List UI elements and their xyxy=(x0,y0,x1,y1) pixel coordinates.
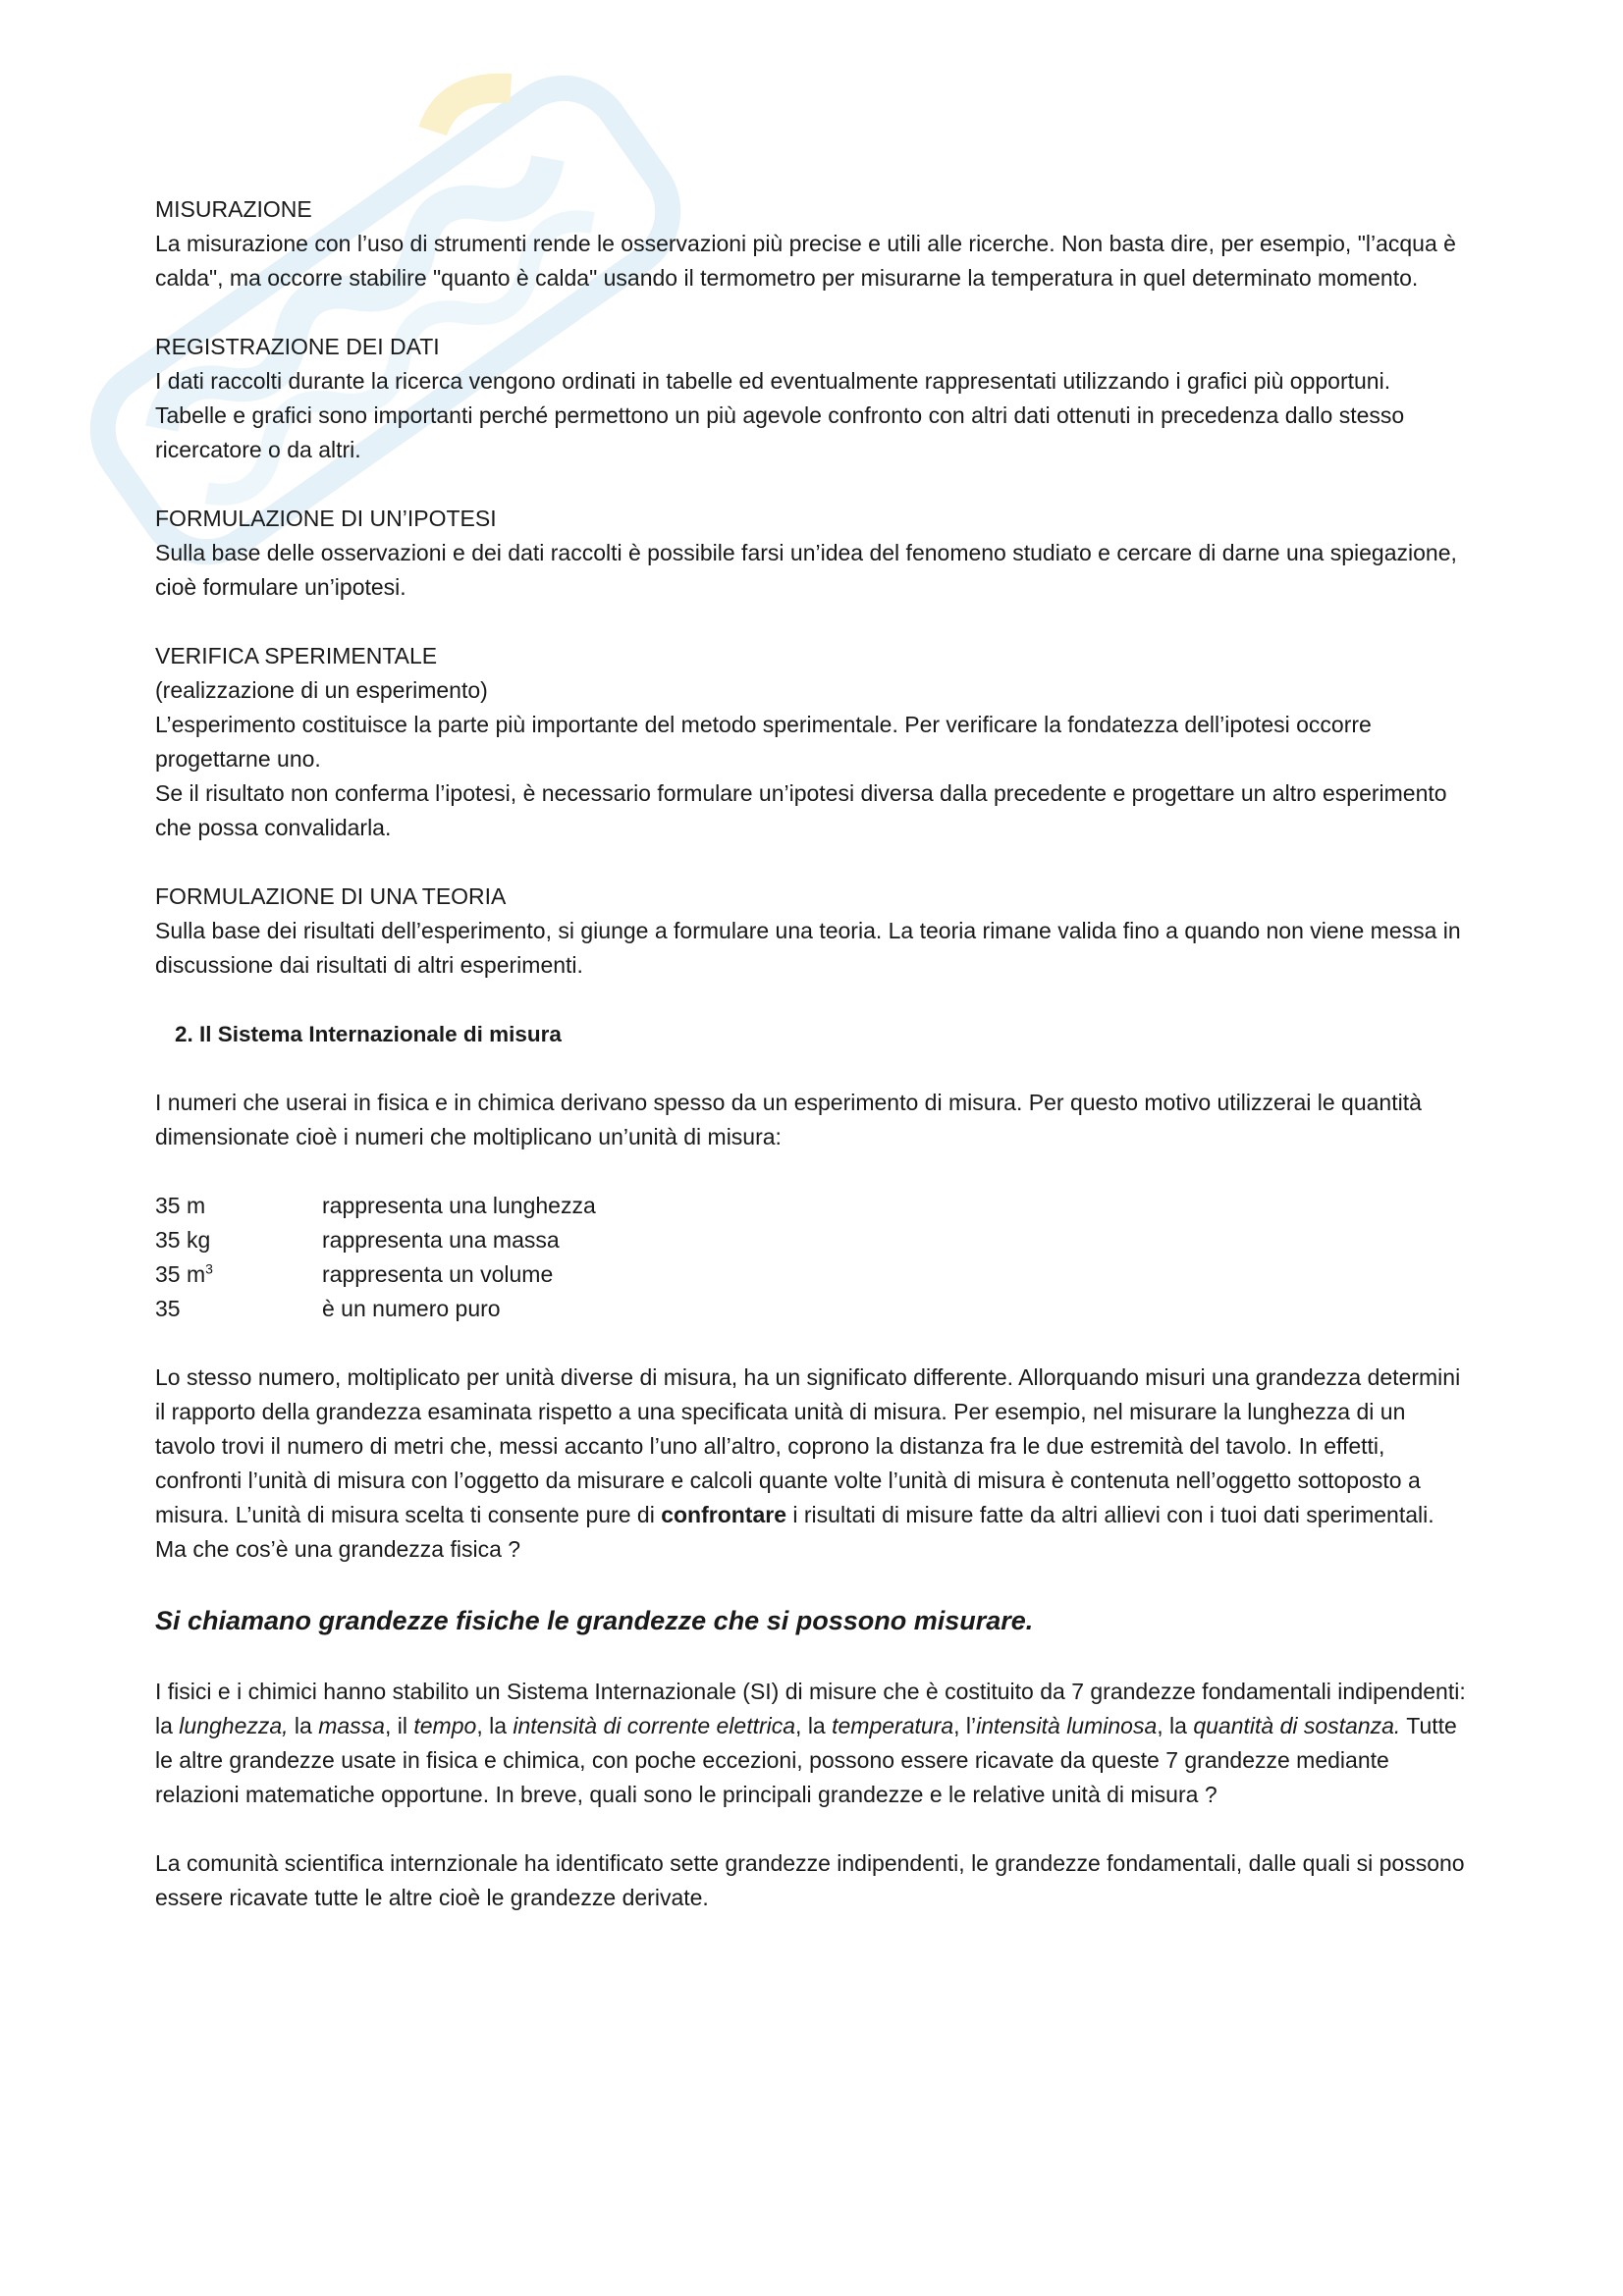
section-title: VERIFICA SPERIMENTALE xyxy=(155,643,438,668)
section-title: FORMULAZIONE DI UNA TEORIA xyxy=(155,883,507,909)
document-page xyxy=(155,192,1471,1915)
unit-value: 35 $m^3$ xyxy=(155,1260,213,1287)
unit-value: 35 xyxy=(155,1296,181,1321)
section-formulazione-teoria xyxy=(155,880,1471,983)
paragraph: Se il risultato non conferma l’ipotesi, è necessario formulare un’ipotesi diversa dalla precedente e progettare un altro esperimento che possa convalidarla. xyxy=(155,780,1447,840)
unit-row xyxy=(155,1189,1471,1223)
section-misurazione xyxy=(155,192,1471,295)
heading-sistema-internazionale: 2. Il Sistema Internazionale di misura xyxy=(175,1022,562,1046)
section-registrazione-dati xyxy=(155,330,1471,467)
section-title: MISURAZIONE xyxy=(155,196,312,222)
section-title: REGISTRAZIONE DEI DATI xyxy=(155,334,440,359)
paragraph: La misurazione con l’uso di strumenti rende le osservazioni più precise e utili alle ricerche. Non basta dire, per esempio, "l’acqua è calda", ma occorre stabilire "quanto è calda" usando il termometro per misurarne la temperatura in quel determinato momento. xyxy=(155,231,1456,291)
unit-description: è un numero puro xyxy=(322,1296,501,1321)
section-title: FORMULAZIONE DI UN’IPOTESI xyxy=(155,506,497,531)
paragraph-intro: I numeri che userai in fisica e in chimica derivano spesso da un esperimento di misura. Per questo motivo utilizzerai le quantità dimensionate cioè i numeri che moltiplicano un’unità di misura: xyxy=(155,1090,1422,1149)
section-formulazione-ipotesi xyxy=(155,502,1471,605)
unit-description: rappresenta una massa xyxy=(322,1227,560,1253)
paragraph: L’esperimento costituisce la parte più importante del metodo sperimentale. Per verificare la fondatezza dell’ipotesi occorre progettarne uno. xyxy=(155,712,1372,772)
unit-row xyxy=(155,1223,1471,1257)
paragraph-sistema-si: I fisici e i chimici hanno stabilito un Sistema Internazionale (SI) di misure che è costituito da 7 grandezze fondamentali indipendenti: la lunghezza, la massa, il tempo, la intensità di corrente elettrica, la temperatura, l’intensità luminosa, la quantità di sostanza. Tutte le altre grandezze usate in fisica e chimica, con poche eccezioni, possono essere ricavate da queste 7 grandezze mediante relazioni matematiche opportune. In breve, quali sono le principali grandezze e le relative unità di misura ? xyxy=(155,1679,1466,1807)
paragraph: Sulla base dei risultati dell’esperimento, si giunge a formulare una teoria. La teoria rimane valida fino a quando non viene messa in discussione dai risultati di altri esperimenti. xyxy=(155,918,1461,978)
paragraph: Tabelle e grafici sono importanti perché permettono un più agevole confronto con altri dati ottenuti in precedenza dallo stesso ricercatore o da altri. xyxy=(155,402,1405,462)
definition-grandezze-fisiche: Si chiamano grandezze fisiche le grandezze che si possono misurare. xyxy=(155,1606,1034,1635)
paragraph: Sulla base delle osservazioni e dei dati raccolti è possibile farsi un’idea del fenomeno studiato e cercare di darne una spiegazione, cioè formulare un’ipotesi. xyxy=(155,540,1457,600)
paragraph-grandezze-fondamentali: La comunità scientifica internzionale ha identificato sette grandezze indipendenti, le grandezze fondamentali, dalle quali si possono essere ricavate tutte le altre cioè le grandezze derivate. xyxy=(155,1850,1465,1910)
units-list xyxy=(155,1189,1471,1326)
unit-row xyxy=(155,1257,1471,1292)
unit-description: rappresenta un volume xyxy=(322,1261,554,1287)
unit-row xyxy=(155,1292,1471,1326)
unit-description: rappresenta una lunghezza xyxy=(322,1193,596,1218)
paragraph: I dati raccolti durante la ricerca vengono ordinati in tabelle ed eventualmente rappresentati utilizzando i grafici più opportuni. xyxy=(155,368,1391,394)
section-verifica-sperimentale xyxy=(155,639,1471,845)
paragraph: (realizzazione di un esperimento) xyxy=(155,677,488,703)
unit-value: 35 kg xyxy=(155,1227,211,1253)
paragraph-misura: Lo stesso numero, moltiplicato per unità diverse di misura, ha un significato differente. Allorquando misuri una grandezza determini il rapporto della grandezza esaminata rispetto a una specificata unità di misura. Per esempio, nel misurare la lunghezza di un tavolo trovi il numero di metri che, messi accanto l’uno all’altro, coprono la distanza fra le due estremità del tavolo. In effetti, confronti l’unità di misura con l’oggetto da misurare e calcoli quante volte l’unità di misura è contenuta nell’oggetto sottoposto a misura. L’unità di misura scelta ti consente pure di confrontare i risultati di misure fatte da altri allievi con i tuoi dati sperimentali. Ma che cos’è una grandezza fisica ? xyxy=(155,1364,1461,1562)
unit-value: 35 m xyxy=(155,1193,206,1218)
